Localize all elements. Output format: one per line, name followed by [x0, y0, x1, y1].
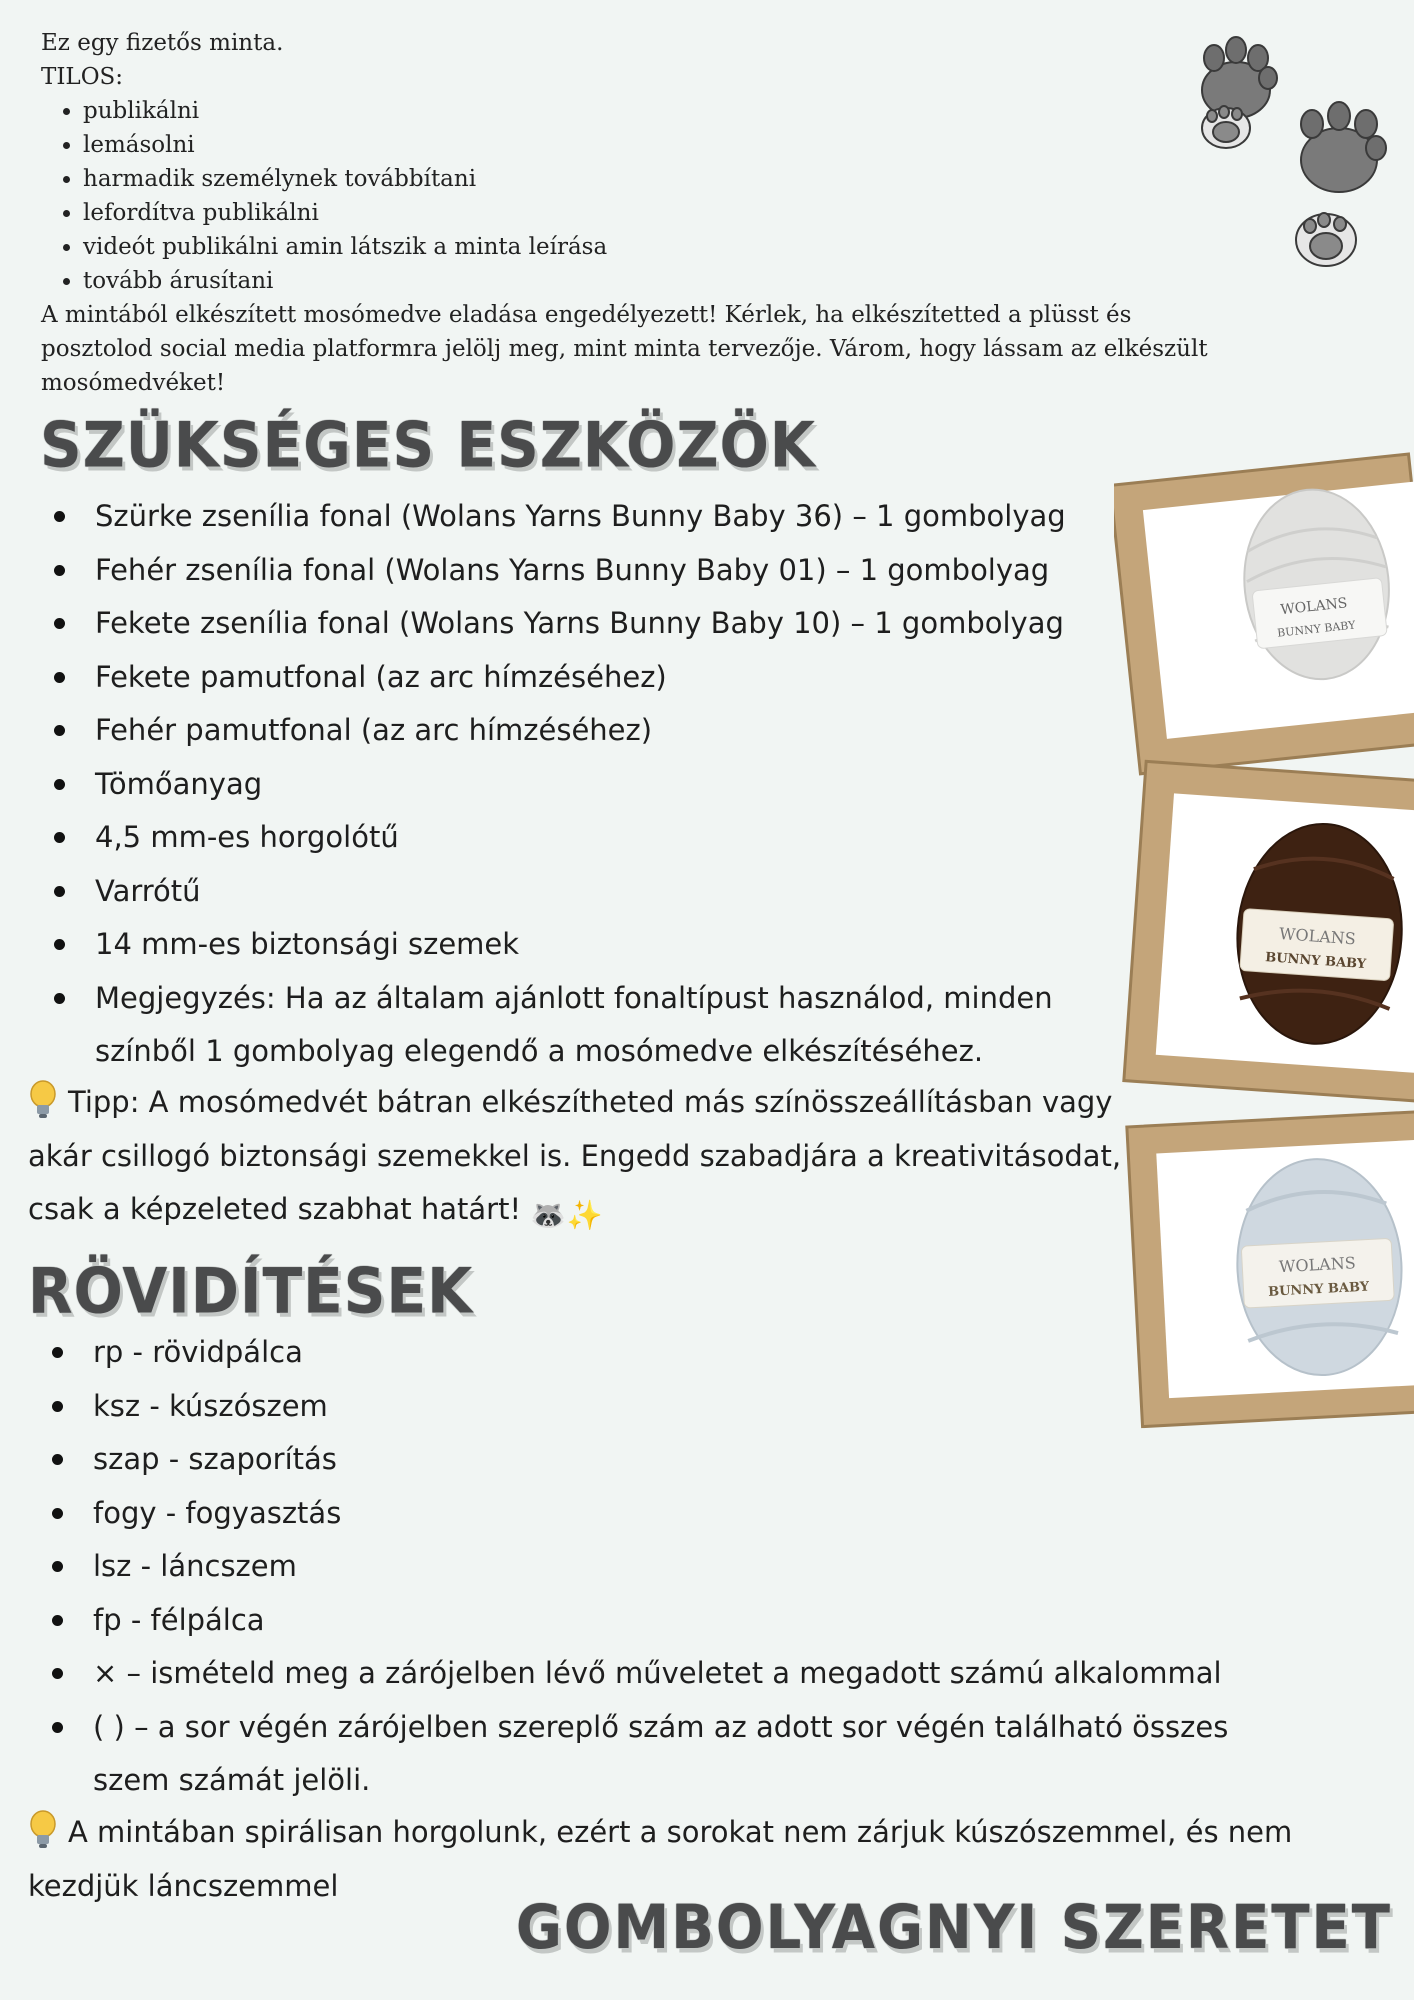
- tools-list: [28, 490, 1148, 1079]
- paw-print-icon: [1202, 106, 1250, 148]
- yarn-label-brand: WOLANS: [1278, 924, 1357, 949]
- list-item: Megjegyzés: Ha az általam ajánlott fonaltípust használod, minden színből 1 gombolyag elegendő a mosómedve elkészítéséhez.: [28, 972, 1148, 1079]
- list-item: 14 mm-es biztonsági szemek: [28, 918, 1148, 972]
- yarn-label-product: BUNNY BABY: [1267, 1279, 1370, 1300]
- tip-paragraph: [28, 1076, 1138, 1243]
- list-item: rp - rövidpálca: [26, 1326, 1306, 1380]
- yarn-photo-brown: [1124, 761, 1414, 1101]
- list-item: Fekete pamutfonal (az arc hímzéséhez): [28, 651, 1148, 705]
- abbreviations-list: [26, 1326, 1306, 1808]
- yarn-photo-white: [1114, 453, 1414, 774]
- list-item: Szürke zsenília fonal (Wolans Yarns Bunny Baby 36) – 1 gombolyag: [28, 490, 1148, 544]
- list-item: Fekete zsenília fonal (Wolans Yarns Bunny Baby 10) – 1 gombolyag: [28, 597, 1148, 651]
- list-item: × – ismételd meg a zárójelben lévő műveletet a megadott számú alkalommal: [26, 1647, 1306, 1701]
- yarn-label-brand: WOLANS: [1279, 595, 1349, 619]
- yarn-photo-collage: [1114, 440, 1414, 1440]
- tip-text: A mintában spirálisan horgolunk, ezért a sorokat nem zárjuk kúszószemmel, és nem kezdjük láncszemmel: [28, 1815, 1293, 1903]
- copyright-notice: [41, 26, 1211, 400]
- notice-permission: A mintából elkészített mosómedve eladása engedélyezett! Kérlek, ha elkészítetted a plüsst és posztolod social media platformra jelölj meg, mint minta tervezője. Várom, hogy lássam az elkészült mosómedvéket!: [41, 302, 1208, 396]
- list-item: fogy - fogyasztás: [26, 1487, 1306, 1541]
- notice-paid-pattern: Ez egy fizetős minta.: [41, 30, 284, 56]
- yarn-label-product: BUNNY BABY: [1276, 618, 1357, 640]
- forbidden-item: • lemásolni: [83, 128, 1211, 162]
- paw-print-icon: [1296, 213, 1356, 266]
- forbidden-item: • publikálni: [83, 94, 1211, 128]
- lightbulb-icon: [28, 1810, 58, 1850]
- list-item: 4,5 mm-es horgolótű: [28, 811, 1148, 865]
- list-item: Fehér pamutfonal (az arc hímzéséhez): [28, 704, 1148, 758]
- list-item: Fehér zsenília fonal (Wolans Yarns Bunny Baby 01) – 1 gombolyag: [28, 544, 1148, 598]
- brand-footer: GOMBOLYAGNYI SZERETET: [515, 1893, 1392, 1964]
- lightbulb-icon: [28, 1080, 58, 1120]
- raccoon-icon: 🦝: [530, 1198, 567, 1232]
- list-item: lsz - láncszem: [26, 1540, 1306, 1594]
- forbidden-item: • harmadik személynek továbbítani: [83, 162, 1211, 196]
- tools-heading: SZÜKSÉGES ESZKÖZÖK: [40, 408, 816, 482]
- paw-print-icon: [1202, 37, 1277, 118]
- yarn-label-product: BUNNY BABY: [1264, 950, 1367, 973]
- forbidden-list: [41, 94, 1211, 298]
- list-item: Tömőanyag: [28, 758, 1148, 812]
- tip-text: Tipp: A mosómedvét bátran elkészítheted más színösszeállításban vagy akár csillogó biztonsági szemekkel is. Engedd szabadjára a kreativitásodat, csak a képzeleted szabhat határt!: [28, 1085, 1122, 1226]
- list-item: ( ) – a sor végén zárójelben szereplő szám az adott sor végén található összes szem számát jelöli.: [26, 1701, 1306, 1808]
- list-item: szap - szaporítás: [26, 1433, 1306, 1487]
- forbidden-item: • lefordítva publikálni: [83, 196, 1211, 230]
- list-item: ksz - kúszószem: [26, 1380, 1306, 1434]
- notice-forbidden-label: TILOS:: [41, 64, 124, 90]
- yarn-label-brand: WOLANS: [1278, 1253, 1357, 1277]
- abbreviations-heading: RÖVIDÍTÉSEK: [28, 1254, 474, 1328]
- list-item: Varrótű: [28, 865, 1148, 919]
- sparkles-icon: ✨: [566, 1198, 603, 1232]
- forbidden-item: • tovább árusítani: [83, 264, 1211, 298]
- list-item: fp - félpálca: [26, 1594, 1306, 1648]
- paw-print-icon: [1301, 102, 1386, 192]
- forbidden-item: • videót publikálni amin látszik a minta leírása: [83, 230, 1211, 264]
- paw-print-icon: [1164, 20, 1414, 280]
